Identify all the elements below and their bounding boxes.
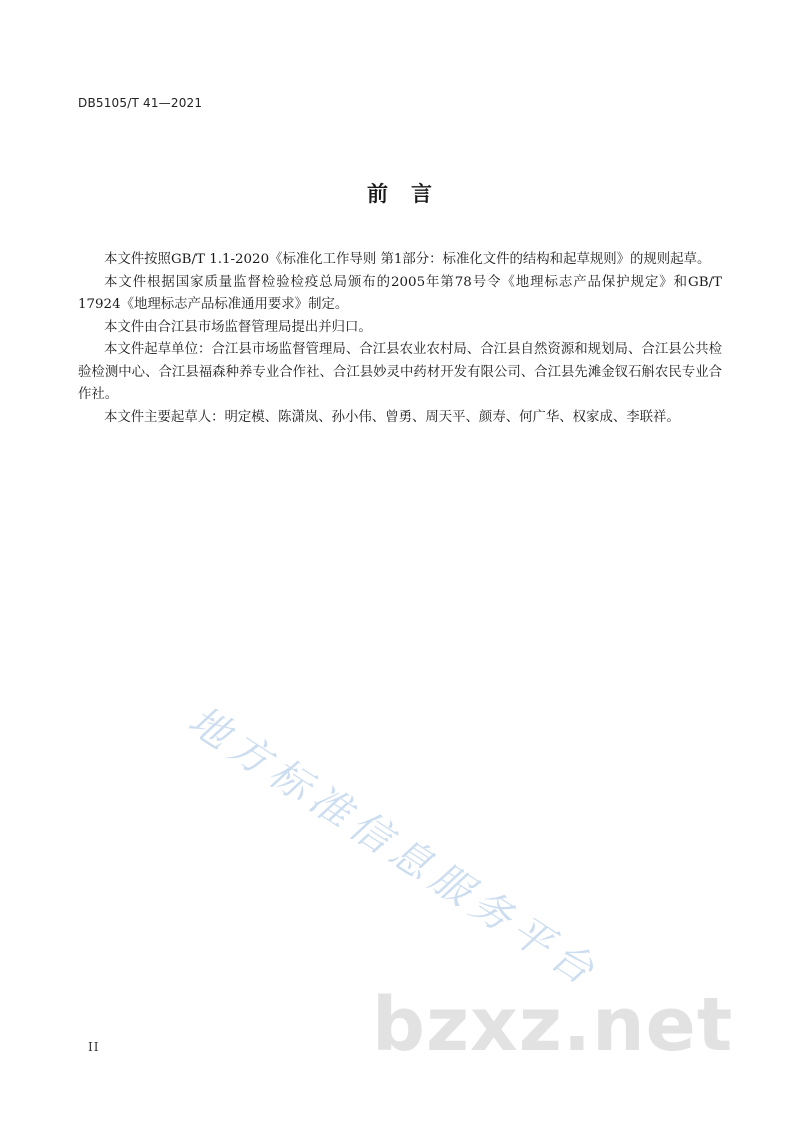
watermark-text: 地方标准信息服务平台 <box>180 697 608 998</box>
paragraph: 本文件根据国家质量监督检验检疫总局颁布的2005年第78号令《地理标志产品保护规定》和GB/T 17924《地理标志产品标准通用要求》制定。 <box>78 274 722 312</box>
document-code: DB5105/T 41—2021 <box>78 96 203 110</box>
paragraph: 本文件按照GB/T 1.1-2020《标准化工作导则 第1部分：标准化文件的结构和起草规则》的规则起草。 <box>104 252 711 267</box>
paragraph: 本文件起草单位：合江县市场监督管理局、合江县农业农村局、合江县自然资源和规划局、合江县公共检验检测中心、合江县福森种养专业合作社、合江县妙灵中药材开发有限公司、合江县先滩金钗石斛农民专业合作社。 <box>78 342 722 402</box>
paragraph: 本文件由合江县市场监督管理局提出并归口。 <box>104 319 372 335</box>
paragraph: 本文件主要起草人：明定模、陈潇岚、孙小伟、曾勇、周天平、颜寿、何广华、权家成、李联祥。 <box>104 409 680 425</box>
section-title: 前 言 <box>367 182 433 206</box>
page-number: II <box>88 1040 100 1054</box>
site-logo: bzxz.net <box>372 982 734 1068</box>
foreword-body <box>78 249 722 429</box>
